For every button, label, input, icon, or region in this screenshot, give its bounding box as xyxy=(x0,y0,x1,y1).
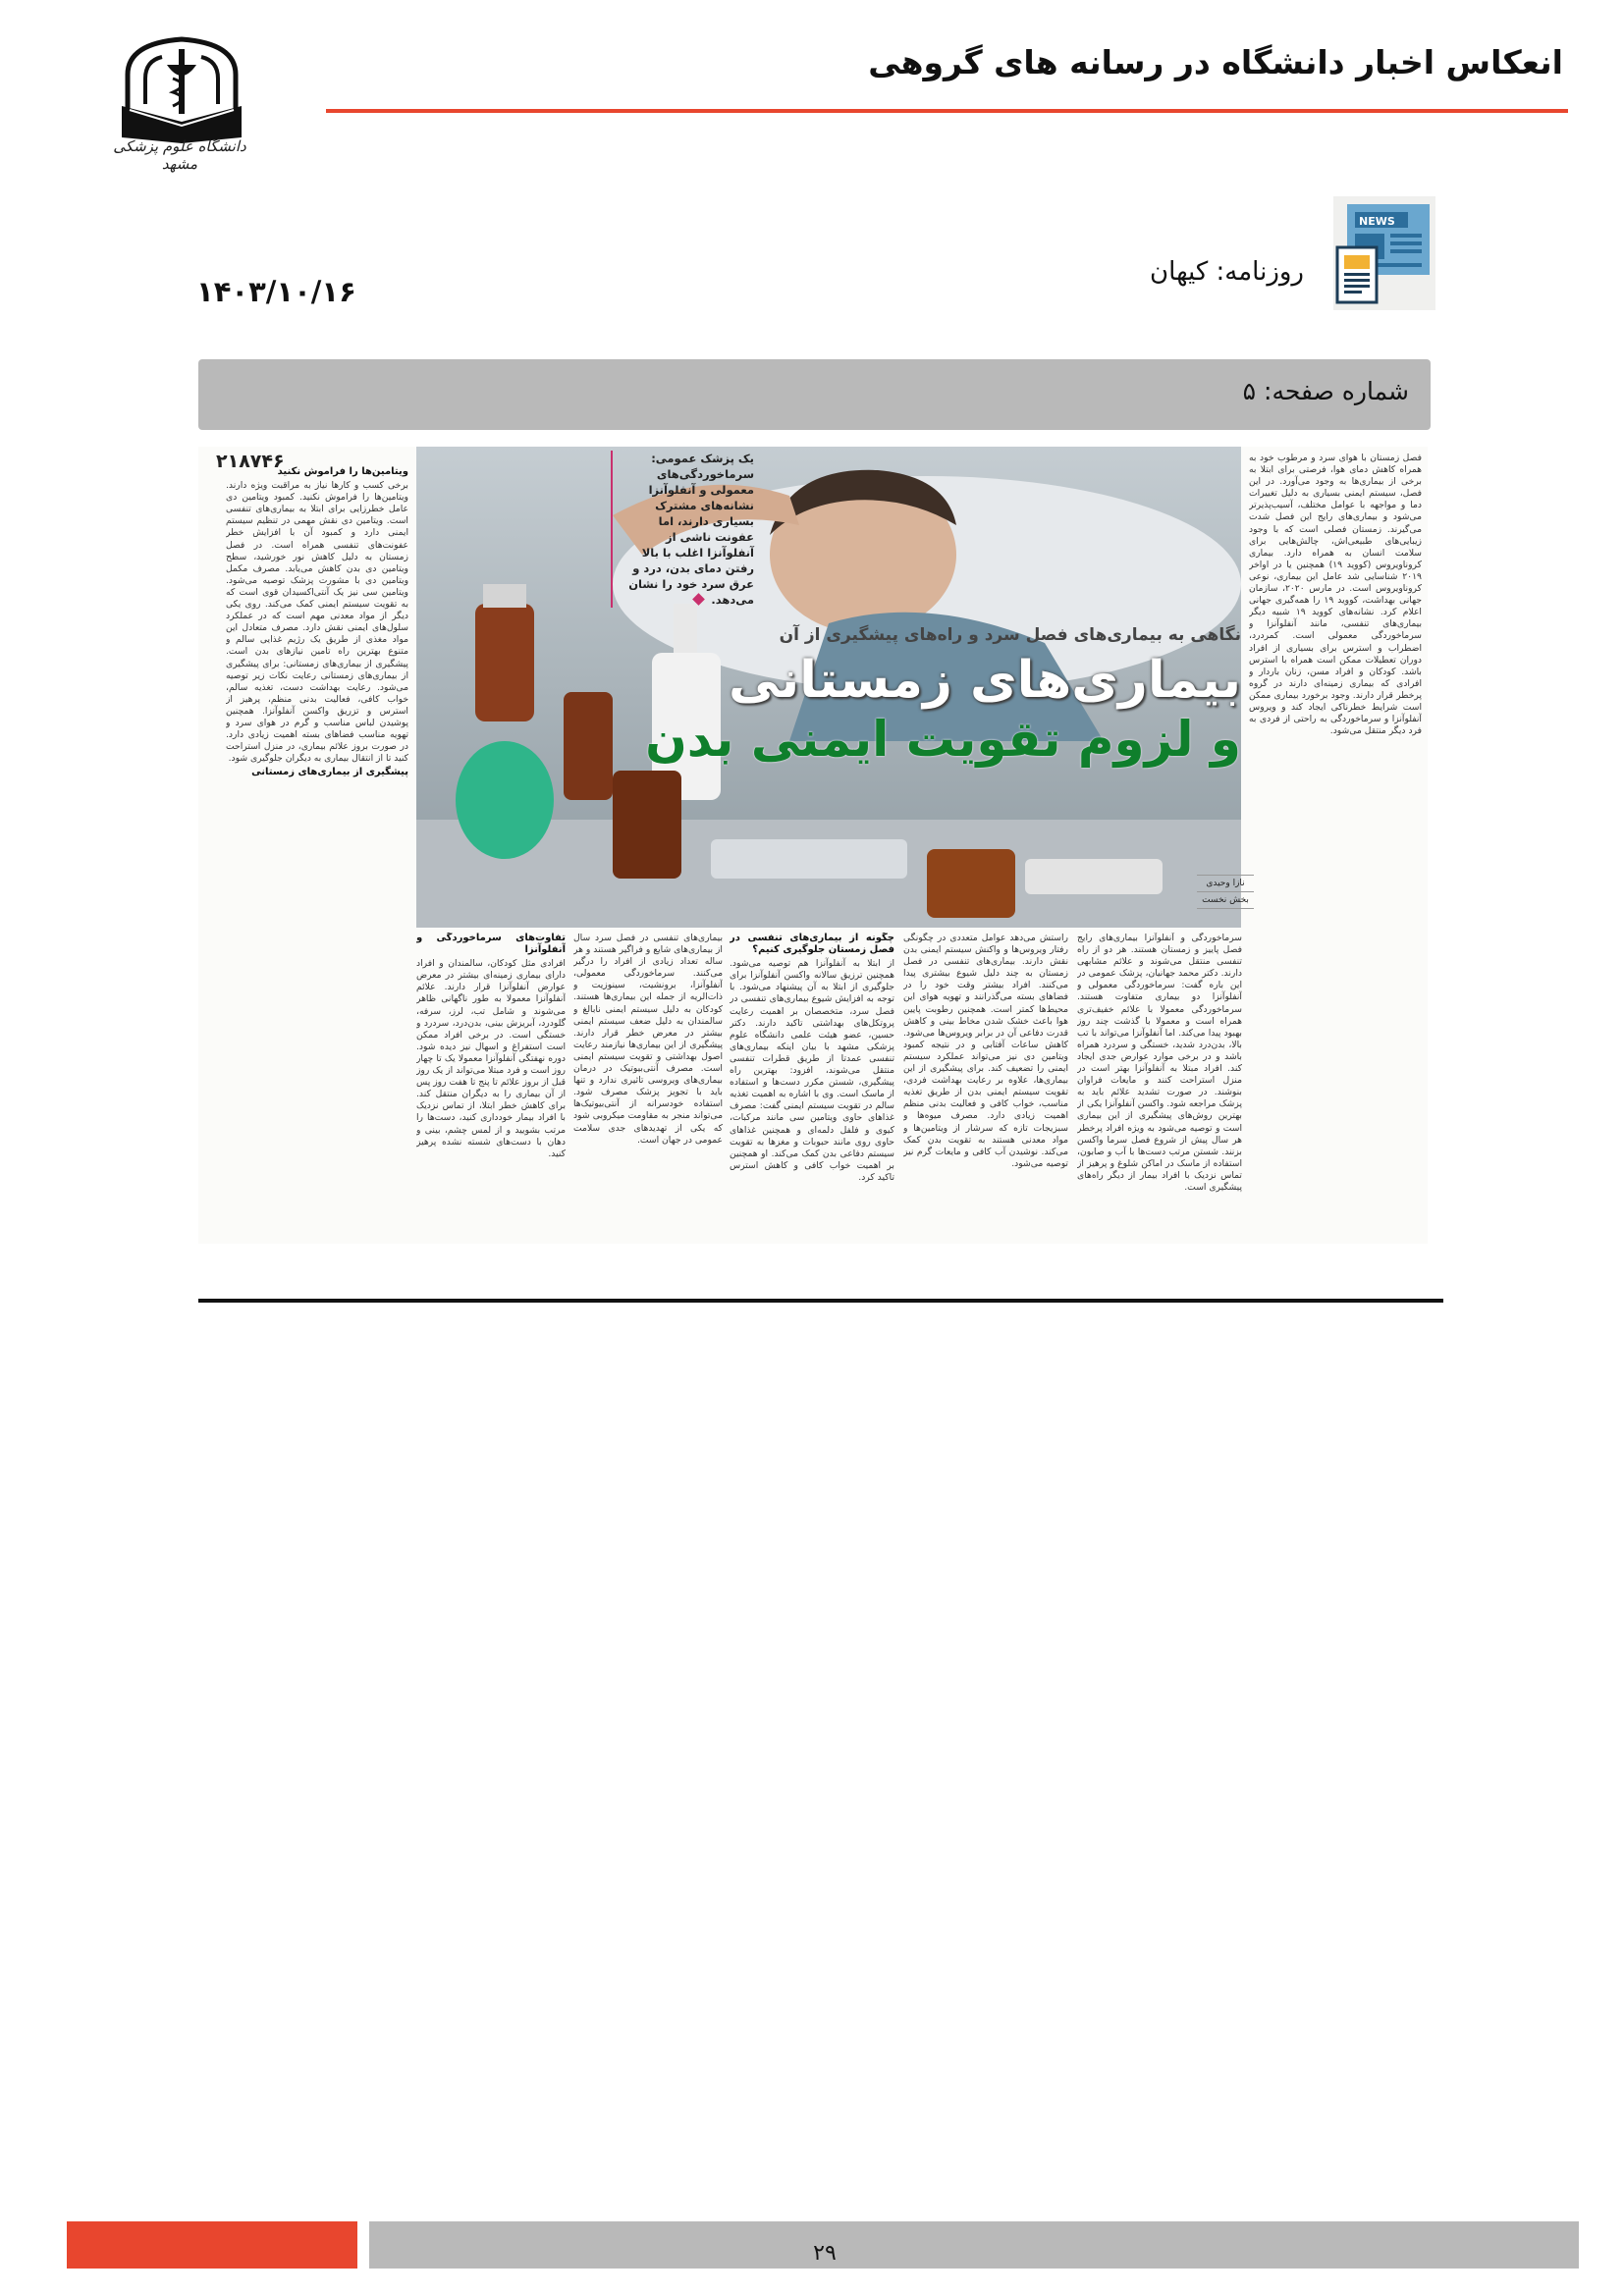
article-column-5 xyxy=(573,933,723,1237)
column-3-text: راستش می‌دهد عوامل متعددی در چگونگی رفتار ویروس‌ها و واکنش سیستم ایمنی بدن نقش دارند. بیماری‌های تنفسی در فصل زمستان به چند دلیل شیوع بیشتری پیدا می‌کنند. افراد بیشتر وقت خود را در فضاهای بسته می‌گذرانند و تهویه هوای این محیط‌ها کمتر است. همچنین رطوبت پایین هوا باعث خشک شدن مخاط بینی و کاهش قدرت دفاعی آن در برابر ویروس‌ها می‌شود. کاهش ساعات آفتابی و در نتیجه کمبود ویتامین دی نیز می‌تواند عملکرد سیستم ایمنی را تضعیف کند. برای پیشگیری از این بیماری‌ها، علاوه بر رعایت بهداشت فردی، تقویت سیستم ایمنی بدن از طریق تغذیه مناسب، خواب کافی و فعالیت بدنی منظم اهمیت زیادی دارد. مصرف میوه‌ها و سبزیجات تازه که سرشار از ویتامین‌ها و مواد معدنی هستند به تقویت بدن کمک می‌کند. نوشیدن آب کافی و مایعات گرم نیز توصیه می‌شود. xyxy=(903,933,1068,1169)
newspaper-icon xyxy=(1333,196,1435,310)
article-subheadline: نگاهی به بیماری‌های فصل سرد و راه‌های پیشگیری از آن xyxy=(779,625,1241,645)
footer-accent-bar xyxy=(67,2221,357,2269)
byline-section: بخش نخست xyxy=(1197,892,1254,909)
article-column-1 xyxy=(1249,453,1422,1238)
byline-author: نازا وحیدی xyxy=(1197,876,1254,892)
article-photo xyxy=(416,447,1241,928)
byline xyxy=(1197,875,1254,909)
clipping-bottom-rule xyxy=(198,1299,1443,1303)
headline-block xyxy=(623,625,1241,769)
article-column-3 xyxy=(903,933,1068,1237)
page-number-bar xyxy=(198,359,1431,430)
article-column-2 xyxy=(1077,933,1242,1237)
column-2-text: سرماخوردگی و آنفلوآنزا بیماری‌های رایج فصل پاییز و زمستان هستند. هر دو از راه تنفسی منتقل می‌شوند و علائم مشابهی دارند. دکتر محمد جهانیان، پزشک عمومی در این باره گفت: سرماخوردگی معمولی و آنفلوآنزا دو بیماری متفاوت هستند. سرماخوردگی معمولا با علائم خفیف‌تری همراه است و معمولا با گذشت چند روز بهبود پیدا می‌کند. اما آنفلوآنزا می‌تواند با تب بالا، بدن‌درد شدید، خستگی و سردرد همراه باشد و در برخی موارد عوارض جدی ایجاد کند. افراد مبتلا به آنفلوآنزا بهتر است در منزل استراحت کنند و مایعات فراوان بنوشند. در صورت تشدید علائم باید به پزشک مراجعه شود. واکسن آنفلوآنزا یکی از بهترین روش‌های پیشگیری از این بیماری است و توصیه می‌شود به ویژه افراد پرخطر هر سال پیش از شروع فصل سرما واکسن بزنند. شستن مرتب دست‌ها با آب و صابون، استفاده از ماسک در اماکن شلوغ و پرهیز از تماس نزدیک با افراد بیمار از دیگر راه‌های پیشگیری است. xyxy=(1077,933,1242,1193)
subheading-cold-flu: تفاوت‌های سرماخوردگی و آنفلوآنزا xyxy=(416,933,566,956)
svg-text:NEWS: NEWS xyxy=(1359,215,1395,228)
page-title: انعکاس اخبار دانشگاه در رسانه های گروهی xyxy=(868,43,1563,81)
header-rule xyxy=(326,109,1568,113)
university-logo-icon xyxy=(118,35,245,143)
subheading-winter-disease: پیشگیری از بیماری‌های زمستانی xyxy=(251,767,408,778)
article-column-4 xyxy=(730,933,894,1237)
column-7-text: برخی کسب و کارها نیاز به مراقبت ویژه دارند. ویتامین‌ها را فراموش نکنید. کمبود ویتامین دی عامل خطرزایی برای ابتلا به بیماری‌های تنفسی است. ویتامین دی نقش مهمی در تنظیم سیستم ایمنی دارد و کمبود آن با افزایش خطر عفونت‌های تنفسی همراه است. در فصل زمستان به دلیل کاهش نور خورشید، سطح ویتامین دی بدن کاهش می‌یابد. مصرف مکمل ویتامین دی با مشورت پزشک توصیه می‌شود. ویتامین سی نیز یک آنتی‌اکسیدان قوی است که به تقویت سیستم ایمنی کمک می‌کند. روی یکی دیگر از مواد معدنی مهم است که در عملکرد سلول‌های ایمنی نقش دارد. مصرف متعادل این مواد مغذی از طریق یک رژیم غذایی سالم و متنوع بهترین راه تامین نیازهای بدن است. پیشگیری از بیماری‌های زمستانی: برای پیشگیری از بیماری‌های زمستانی رعایت نکات زیر توصیه می‌شود. رعایت بهداشت دست، تغذیه سالم، خواب کافی، فعالیت بدنی منظم، پرهیز از استرس و تزریق واکسن آنفلوآنزا. همچنین پوشیدن لباس مناسب و گرم در هوای سرد و تهویه مناسب فضاهای بسته اهمیت زیادی دارد. در صورت بروز علائم بیماری، در منزل استراحت کنید تا از انتقال بیماری به دیگران جلوگیری شود. xyxy=(226,480,408,765)
logo-caption: دانشگاه علوم پزشکی مشهد xyxy=(113,137,246,173)
publication-date: ۱۴۰۳/۱۰/۱۶ xyxy=(196,275,356,308)
pull-quote xyxy=(611,451,754,608)
column-4-text: از ابتلا به آنفلوآنزا هم توصیه می‌شود. همچنین ترزیق سالانه واکسن آنفلوآنزا برای جلوگیری از ابتلا به آن پیشنهاد می‌شود. با توجه به افزایش شیوع بیماری‌های تنفسی در فصل سرد، متخصصان بر اهمیت رعایت پروتکل‌های بهداشتی تاکید دارند. دکتر حسین، عضو هیئت علمی دانشگاه علوم پزشکی مشهد با بیان اینکه بیماری‌های تنفسی عمدتا از طریق قطرات تنفسی منتقل می‌شوند، افزود: بهترین راه پیشگیری، شستن مکرر دست‌ها و استفاده از ماسک است. وی با اشاره به اهمیت تغذیه سالم در تقویت سیستم ایمنی گفت: مصرف غذاهای حاوی ویتامین سی مانند مرکبات، کیوی و فلفل دلمه‌ای و همچنین غذاهای حاوی روی مانند حبوبات و مغزها به تقویت سیستم دفاعی بدن کمک می‌کند. او همچنین بر اهمیت خواب کافی و کاهش استرس تاکید کرد. xyxy=(730,958,894,1183)
diamond-icon xyxy=(692,593,705,606)
subheading-how-prevent: چگونه از بیماری‌های تنفسی در فصل زمستان جلوگیری کنیم؟ xyxy=(730,933,894,956)
article-column-7 xyxy=(226,466,408,1238)
footer-page-number: ۲۹ xyxy=(813,2241,837,2266)
column-6-text: افرادی مثل کودکان، سالمندان و افراد دارای بیماری زمینه‌ای بیشتر در معرض عوارض آنفلوآنزا قرار دارند. علائم آنفلوآنزا معمولا به طور ناگهانی ظاهر می‌شوند و شامل تب، لرز، سرفه، گلودرد، آبریزش بینی، بدن‌درد، سردرد و خستگی است. در برخی افراد ممکن است استفراغ و اسهال نیز دیده شود. دوره نهفتگی آنفلوآنزا معمولا یک تا چهار روز است و فرد مبتلا می‌تواند از یک روز قبل از بروز علائم تا پنج تا هفت روز پس از آن بیماری را به دیگران منتقل کند. برای کاهش خطر ابتلا، از تماس نزدیک با افراد بیمار خودداری کنید، دست‌ها را مرتب بشویید و از لمس چشم، بینی و دهان با دست‌های شسته نشده پرهیز کنید. xyxy=(416,958,566,1159)
footer-bar xyxy=(369,2221,1579,2269)
column-1-text: فصل زمستان با هوای سرد و مرطوب خود به همراه کاهش دمای هوا، فرصتی برای ابتلا به برخی از بیماری‌ها به وجود می‌آورد. در این فصل، سیستم ایمنی بسیاری به دلیل تغییرات دما و مواجهه با عوامل مختلف، آسیب‌پذیرتر می‌شود و بیماری‌های رایج این فصل شدت می‌گیرند. زمستان فصلی است که با وجود زیبایی‌های طبیعی‌اش، چالش‌هایی برای سلامت انسان به همراه دارد. بیماری کروناویروس (کووید ۱۹) همچنین یا در اواخر ۲۰۱۹ شناسایی شد عامل این بیماری، نوعی کروناویروس است. در مارس ۲۰۲۰، سازمان جهانی بهداشت، کووید ۱۹ را همه‌گیری جهانی اعلام کرد. نشانه‌های کووید ۱۹ شبیه دیگر بیماری‌های تنفسی، مانند آنفلوآنزا و سرماخوردگی معمولی است. کمردرد، اضطراب و استرس برای بسیاری از افراد دوران تعطیلات ممکن است همراه با استرس باشد. کودکان و افراد مسن، زنان باردار و افرادی که بیماری زمینه‌ای دارند در گروه پرخطر قرار دارند. وجود برخورد بیماری ممکن است شرایط خطرناکی ایجاد کند و ویروس آنفلوآنزا و سرماخوردگی به راحتی از فردی به فرد دیگر منتقل می‌شود. xyxy=(1249,453,1422,737)
column-5-text: بیماری‌های تنفسی در فصل سرد سال از بیماری‌های شایع و فراگیر هستند و هر ساله تعداد زیادی از افراد را درگیر می‌کنند. سرماخوردگی معمولی، آنفلوآنزا، برونشیت، سینوزیت و ذات‌الریه از جمله این بیماری‌ها هستند. کودکان به دلیل سیستم ایمنی نابالغ و سالمندان به دلیل ضعف سیستم ایمنی بیشتر در معرض خطر قرار دارند. پیشگیری از این بیماری‌ها نیازمند رعایت اصول بهداشتی و تقویت سیستم ایمنی است. مصرف آنتی‌بیوتیک در درمان بیماری‌های ویروسی تاثیری ندارد و تنها باید با تجویز پزشک مصرف شود. استفاده خودسرانه از آنتی‌بیوتیک‌ها می‌تواند منجر به مقاومت میکروبی شود که یکی از تهدیدهای جدی سلامت عمومی در جهان است. xyxy=(573,933,723,1146)
newspaper-name: روزنامه: کیهان xyxy=(1150,257,1304,287)
newspaper-clipping xyxy=(198,447,1428,1244)
pull-quote-text: یک پزشک عمومی: سرماخوردگی‌های معمولی و آنفلوآنزا نشانه‌های مشترک بسیاری دارند، اما عفونت ناشی از آنفلوآنزا اغلب با بالا رفتن دمای بدن، درد و عرق سرد خود را نشان می‌دهد. xyxy=(628,452,754,607)
page-number-label: شماره صفحه: ۵ xyxy=(1242,377,1409,405)
subheading-vitamins: ویتامین‌ها را فراموش نکنید xyxy=(277,466,408,477)
article-headline-line-2: و لزوم تقویت ایمنی بدن xyxy=(645,711,1241,768)
article-headline-line-1: بیماری‌های زمستانی xyxy=(728,651,1241,710)
article-column-6 xyxy=(416,933,566,1237)
clipping-number: ۲۱۸۷۴۶ xyxy=(216,451,285,472)
